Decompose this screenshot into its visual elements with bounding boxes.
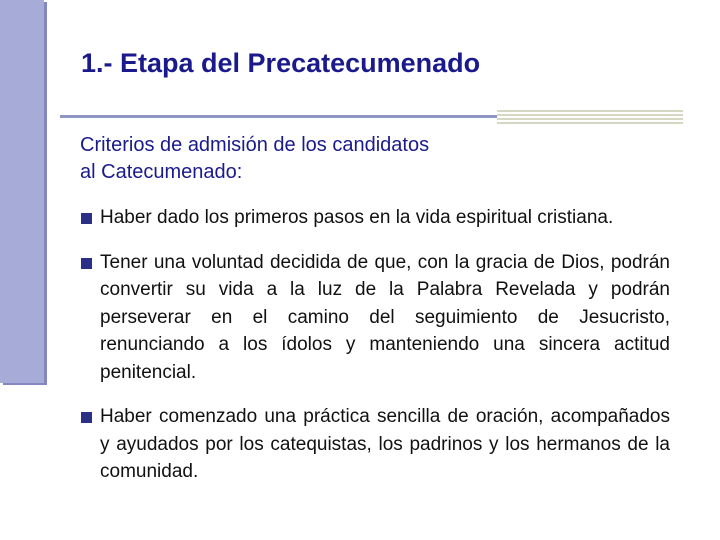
criteria-list bbox=[80, 204, 670, 503]
slide-title: 1.- Etapa del Precatecumenado bbox=[81, 48, 481, 78]
divider-accent bbox=[497, 110, 683, 125]
bullet-text: Haber comenzado una práctica sencilla de oración, acompañados y ayudados por los catequistas, los padrinos y los hermanos de la comunidad. bbox=[100, 406, 670, 482]
list-item bbox=[80, 403, 670, 486]
subtitle-line-2: al Catecumenado: bbox=[80, 161, 243, 183]
square-bullet-icon bbox=[81, 258, 92, 269]
square-bullet-icon bbox=[81, 213, 92, 224]
bullet-text: Haber dado los primeros pasos en la vida espiritual cristiana. bbox=[100, 207, 614, 228]
list-item bbox=[80, 249, 670, 387]
slide-subtitle bbox=[80, 132, 600, 186]
left-accent-bar bbox=[0, 0, 44, 383]
bullet-text: Tener una voluntad decidida de que, con la gracia de Dios, podrán convertir su vida a la luz de la Palabra Revelada y podrán perseverar en el camino del seguimiento de Jesucristo, renunciando a los ídolos y manteniendo una sincera actitud penitencial. bbox=[100, 251, 670, 383]
subtitle-line-1: Criterios de admisión de los candidatos bbox=[80, 134, 430, 156]
list-item bbox=[80, 204, 670, 232]
square-bullet-icon bbox=[81, 412, 92, 423]
